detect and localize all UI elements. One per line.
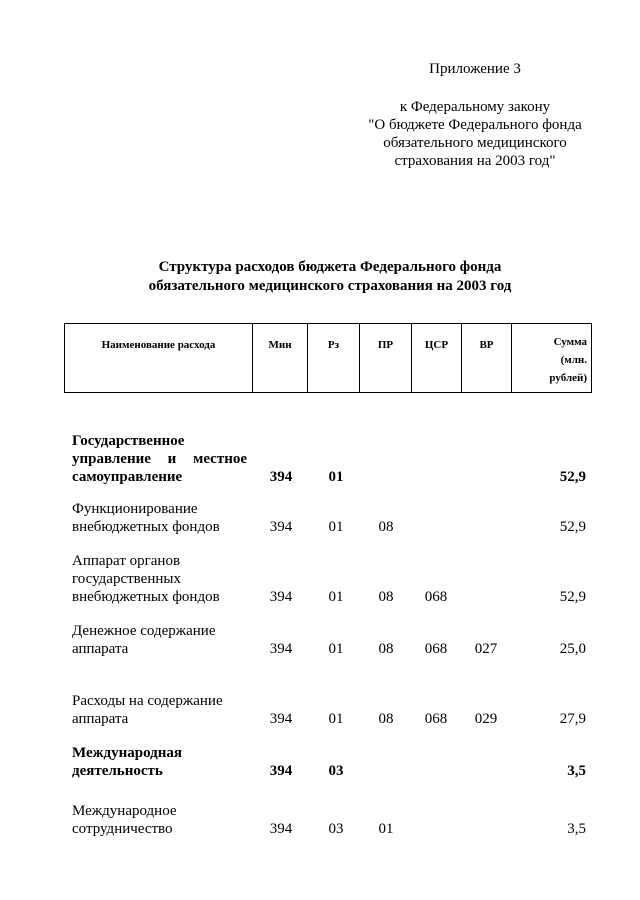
row-rz: 01 bbox=[328, 711, 344, 727]
row-name-line: Международная bbox=[72, 745, 182, 761]
header-vr: ВР bbox=[462, 324, 512, 392]
row-name-line: Государственное bbox=[72, 433, 185, 449]
row-pr: 01 bbox=[378, 821, 394, 837]
row-name-line: деятельность bbox=[72, 763, 163, 779]
header-pr: ПР bbox=[360, 324, 412, 392]
row-name bbox=[72, 692, 247, 728]
header-rz: Рз bbox=[308, 324, 360, 392]
row-csr: 068 bbox=[424, 711, 448, 727]
row-rz: 01 bbox=[328, 641, 344, 657]
row-name-line: Функционирование bbox=[72, 501, 198, 517]
header-sum-line-1: Сумма bbox=[553, 336, 587, 348]
row-name bbox=[72, 802, 247, 838]
row-name-line: Международное bbox=[72, 803, 177, 819]
row-rz: 01 bbox=[328, 589, 344, 605]
row-name-line: Денежное содержание bbox=[72, 623, 216, 639]
row-min: 394 bbox=[269, 641, 293, 657]
row-min: 394 bbox=[269, 711, 293, 727]
header-csr: ЦСР bbox=[412, 324, 462, 392]
row-min: 394 bbox=[269, 589, 293, 605]
row-sum: 3,5 bbox=[567, 821, 586, 837]
row-min: 394 bbox=[269, 821, 293, 837]
row-pr: 08 bbox=[378, 589, 394, 605]
row-name-line: самоуправление bbox=[72, 469, 183, 485]
row-name-line: аппарата bbox=[72, 641, 129, 657]
row-name-line: государственных bbox=[72, 571, 181, 587]
row-sum: 52,9 bbox=[559, 589, 586, 605]
appendix-number: Приложение 3 bbox=[429, 61, 521, 77]
row-name-line: Расходы на содержание bbox=[72, 693, 223, 709]
appendix-law-title-3: страхования на 2003 год" bbox=[394, 153, 556, 169]
row-name bbox=[72, 744, 247, 780]
appendix-law-ref: к Федеральному закону bbox=[399, 99, 551, 115]
row-sum: 27,9 bbox=[559, 711, 586, 727]
row-min: 394 bbox=[269, 469, 293, 485]
appendix-law-title-2: обязательного медицинского bbox=[383, 135, 567, 151]
row-pr: 08 bbox=[378, 641, 394, 657]
row-sum: 3,5 bbox=[567, 763, 586, 779]
row-name-line: внебюджетных фондов bbox=[72, 519, 220, 535]
header-sum-line-3: рублей) bbox=[549, 372, 587, 384]
row-rz: 03 bbox=[328, 763, 344, 779]
row-sum: 52,9 bbox=[559, 469, 586, 485]
row-rz: 01 bbox=[328, 519, 344, 535]
row-rz: 01 bbox=[328, 469, 344, 485]
row-sum: 25,0 bbox=[559, 641, 586, 657]
row-pr: 08 bbox=[378, 711, 394, 727]
row-min: 394 bbox=[269, 519, 293, 535]
row-csr: 068 bbox=[424, 641, 448, 657]
row-csr: 068 bbox=[424, 589, 448, 605]
row-vr: 029 bbox=[474, 711, 498, 727]
row-sum: 52,9 bbox=[559, 519, 586, 535]
row-name bbox=[72, 500, 247, 536]
row-name-line: сотрудничество bbox=[72, 821, 173, 837]
row-name bbox=[72, 622, 247, 658]
row-min: 394 bbox=[269, 763, 293, 779]
header-sum-line-2: (млн. bbox=[560, 354, 587, 366]
header-name: Наименование расхода bbox=[65, 324, 253, 392]
row-name bbox=[72, 552, 247, 606]
row-name-line: управление и местное bbox=[72, 451, 247, 467]
title-line-1: Структура расходов бюджета Федерального фонда bbox=[158, 259, 502, 275]
row-vr: 027 bbox=[474, 641, 498, 657]
row-pr: 08 bbox=[378, 519, 394, 535]
row-name bbox=[72, 432, 247, 486]
row-name-line: Аппарат органов bbox=[72, 553, 181, 569]
title-line-2: обязательного медицинского страхования на 2003 год bbox=[148, 278, 512, 294]
row-name-line: аппарата bbox=[72, 711, 129, 727]
header-min: Мин bbox=[253, 324, 308, 392]
row-name-line: внебюджетных фондов bbox=[72, 589, 220, 605]
appendix-law-title-1: "О бюджете Федерального фонда bbox=[368, 117, 582, 133]
row-rz: 03 bbox=[328, 821, 344, 837]
